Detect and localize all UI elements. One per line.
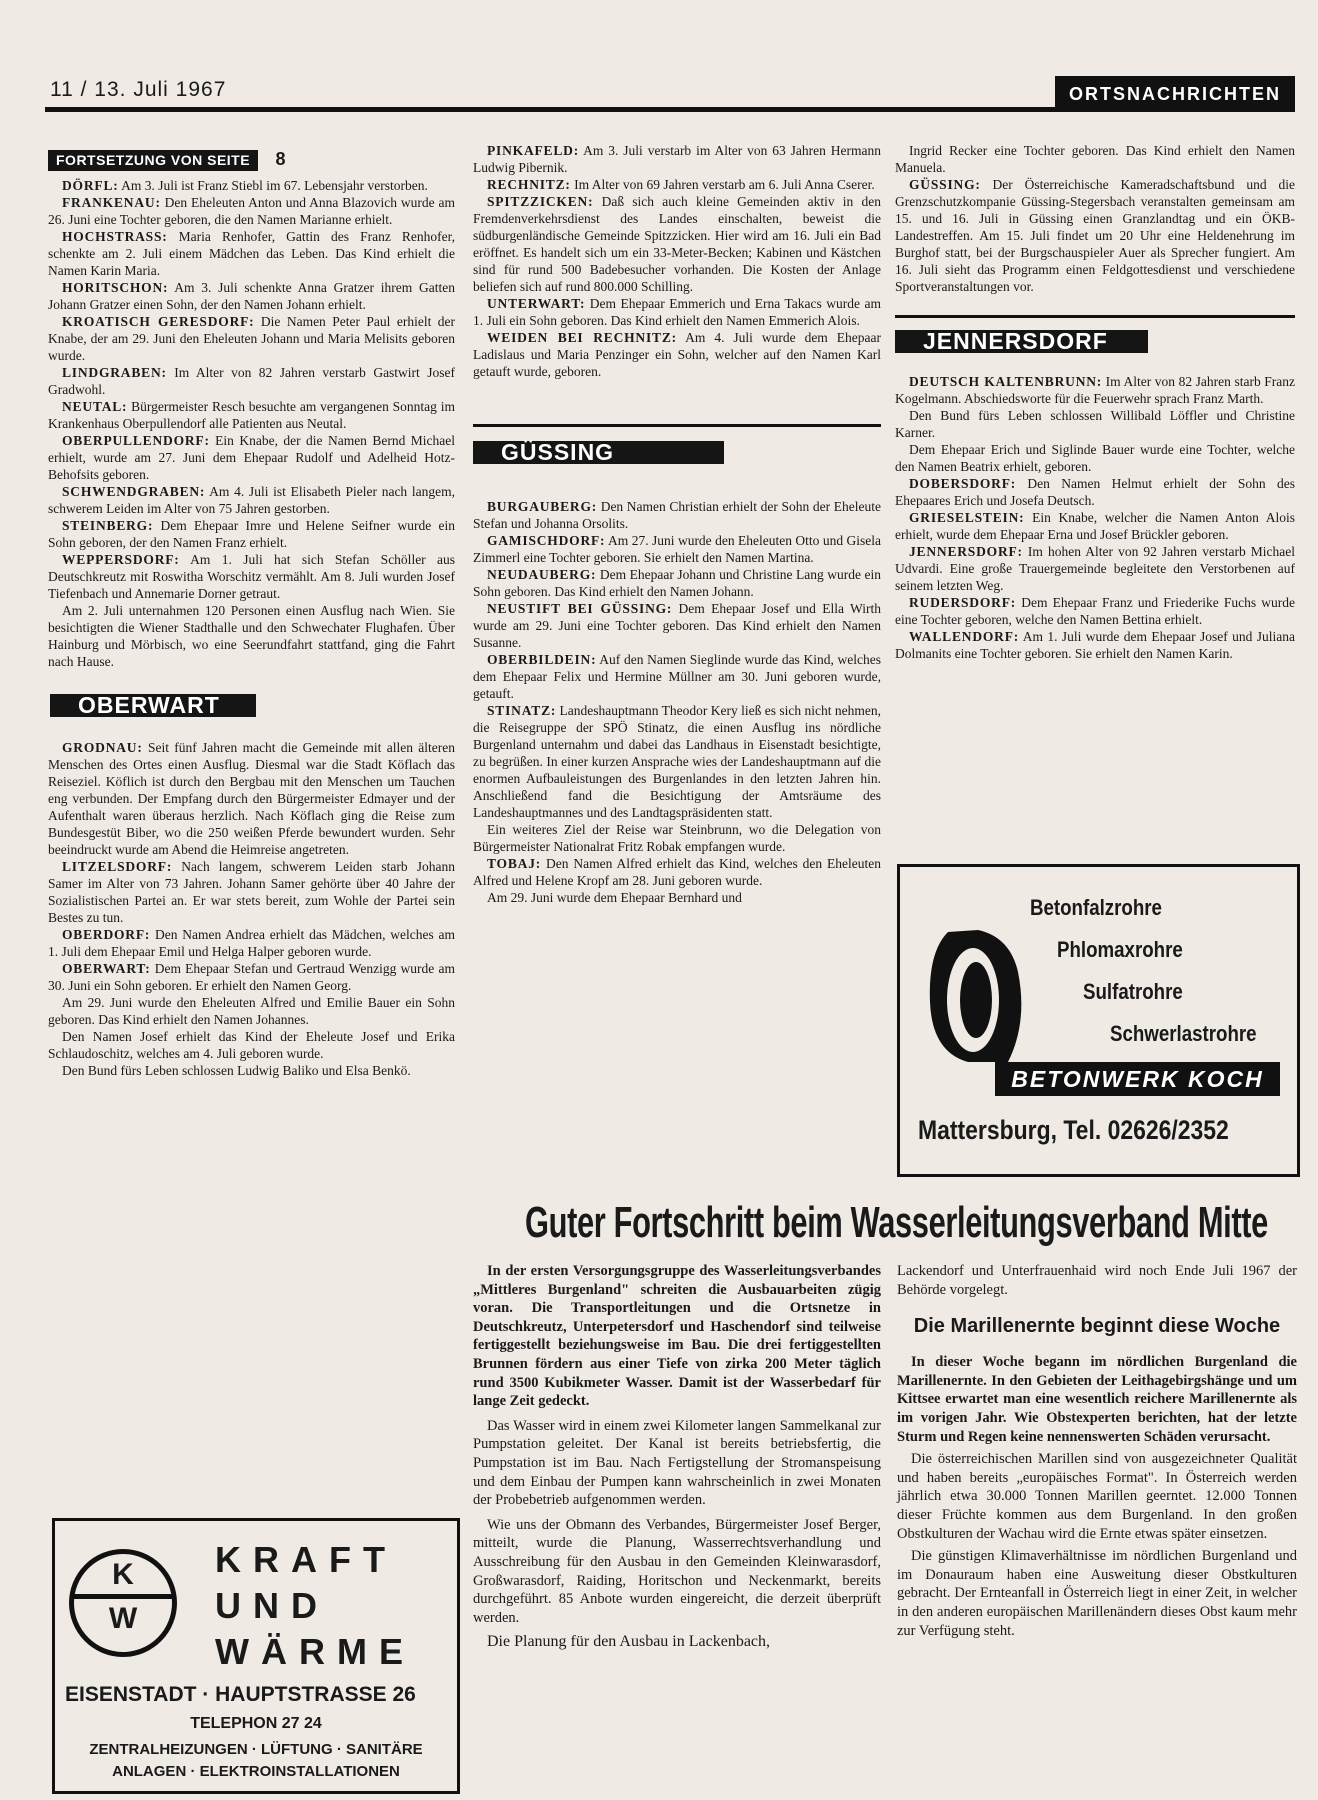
- news-item-place: SCHWENDGRABEN:: [62, 484, 206, 499]
- news-item: [473, 193, 881, 295]
- ad-line-1: Betonfalzrohre: [1030, 895, 1162, 920]
- news-item: [473, 889, 881, 906]
- news-item-text: Am 4. Juli ist Elisabeth Pieler nach langem, schwerem Leiden im Alter von 75 Jahren gestorben.: [48, 484, 455, 516]
- news-item: [473, 176, 881, 193]
- ad-line-3: Sulfatrohre: [1083, 979, 1183, 1004]
- ad-address: EISENSTADT · HAUPTSTRASSE 26: [65, 1683, 416, 1706]
- section-jennersdorf: [895, 315, 1295, 353]
- news-item-text: Am 3. Juli verstarb im Alter von 63 Jahren Hermann Ludwig Pibernik.: [473, 143, 881, 175]
- ad-word-waerme: WÄRME: [215, 1631, 415, 1672]
- ad-contact: Mattersburg, Tel. 02626/2352: [918, 1115, 1229, 1145]
- ad-line-4: Schwerlastrohre: [1110, 1021, 1257, 1046]
- news-list-guessing: [473, 498, 881, 906]
- news-item-place: STEINBERG:: [62, 518, 154, 533]
- ad-services-1: ZENTRALHEIZUNGEN · LÜFTUNG · SANITÄRE: [89, 1741, 423, 1758]
- news-item-text: Ein weiteres Ziel der Reise war Steinbrunn, wo die Delegation von Bürgermeister Nationalrat Fritz Robak empfangen wurde.: [473, 822, 881, 854]
- news-item: [473, 566, 881, 600]
- section-title-guessing: GÜSSING: [473, 441, 724, 464]
- news-item: [895, 509, 1295, 543]
- news-item-place: NEUDAUBERG:: [487, 567, 597, 582]
- news-item-place: GÜSSING:: [909, 177, 981, 192]
- news-item: [895, 475, 1295, 509]
- news-item-text: Landeshauptmann Theodor Kery ließ es sich nicht nehmen, die Reisegruppe der SPÖ Stinatz, die einen Ausflug ins nördliche Burgenland unternahm und dabei das Landhaus in Eisenstadt besichtigte, zu begrüßen. In einer kurzen Ansprache wies der Landeshauptmann auf die enormen Aufbauleistungen des Burgenlandes in den letzten Jahren hin. Anschließend fand die Besichtigung der Amtsräume des Landeshauptmannes und des Landtagspräsidenten statt.: [473, 703, 881, 820]
- news-item-place: DÖRFL:: [62, 178, 119, 193]
- news-item-text: Am 2. Juli unternahmen 120 Personen einen Ausflug nach Wien. Sie besichtigten die Wiener Stadthalle und den Schwechater Flughafen. Über Hainburg und Mörbisch, wo eine Seerundfahrt stattfand, ging die Fahrt nach Hause.: [48, 603, 455, 669]
- news-item-text: Im Alter von 82 Jahren starb Franz Kogelmann. Abschiedsworte für die Feuerwehr sprach Franz Marth.: [895, 374, 1295, 406]
- continued-banner: [48, 150, 455, 171]
- news-item-text: Den Eheleuten Anton und Anna Blazovich wurde am 26. Juni eine Tochter geboren, die den Namen Marianne erhielt.: [48, 195, 455, 227]
- news-item: [473, 295, 881, 329]
- news-item: [473, 329, 881, 380]
- ad-services-2: ANLAGEN · ELEKTROINSTALLATIONEN: [112, 1763, 400, 1780]
- news-item: [473, 532, 881, 566]
- news-item: [48, 228, 455, 279]
- news-item-text: Daß sich auch kleine Gemeinden aktiv in den Fremdenverkehrsdienst des Landes einschalten, beweist die südburgenländische Gemeinde Spitzzicken. Hier wird am 16. Juli ein Bad eröffnet. Es handelt sich um ein 33-Meter-Becken; Kabinen und Kästchen sind für rund 500 Badebesucher vorhanden. Die Kosten der Anlage beliefen sich auf rund 800.000 Schilling.: [473, 194, 881, 294]
- news-item-place: DOBERSDORF:: [909, 476, 1017, 491]
- news-item-text: Am 4. Juli wurde dem Ehepaar Ladislaus und Maria Penzinger ein Sohn, welcher auf den Namen Karl getauft wurde, geboren.: [473, 330, 881, 379]
- news-item-place: RECHNITZ:: [487, 177, 571, 192]
- news-item-text: Den Namen Christian erhielt der Sohn der Eheleute Stefan und Johanna Orsolits.: [473, 499, 881, 531]
- article-paragraph: Das Wasser wird in einem zwei Kilometer langen Sammelkanal zur Pumpstation geleitet. Der Kanal ist bereits betriebsfertig, die Pumpstation ist im Bau. Nach Fertigstellung der Stromanspeisung und dem Einbau der Pumpen kann wahrscheinlich in zwei Monaten der Probebetrieb aufgenommen werden.: [473, 1417, 881, 1509]
- news-item-text: Den Bund fürs Leben schlossen Ludwig Baliko und Elsa Benkö.: [62, 1063, 411, 1078]
- news-item-text: Seit fünf Jahren macht die Gemeinde mit allen älteren Menschen des Ortes einen Ausflug. Diesmal war die Stadt Köflach das Reiseziel. Köflich ist durch den Bergbau mit den Menschen um Tauchen eng verbunden. Der Empfang durch den Bürgermeister Edmayer und der Aufenthalt waren überaus herzlich. Nach Köflach ging die Reise zum Bundesgestüt Biber, wo die 250 weißen Pferde bewundert wurden. Sehr beeindruckt wurde am Abend die Heimreise angetreten.: [48, 740, 455, 857]
- news-item: [48, 398, 455, 432]
- news-item-text: Den Namen Andrea erhielt das Mädchen, welches am 1. Juli dem Ehepaar Emil und Helga Halper geboren wurde.: [48, 927, 455, 959]
- section-guessing: [473, 424, 881, 464]
- news-item: [48, 739, 455, 858]
- news-item-text: Am 1. Juli hat sich Stefan Schöller aus Deutschkreutz mit Roswitha Worschitz vermählt. Am 8. Juli wurden Josef Tiefenbach und Annemarie Dorner getraut.: [48, 552, 455, 601]
- news-list-jennersdorf: [895, 373, 1295, 662]
- pipe-icon: [918, 922, 1038, 1072]
- news-item-text: Dem Ehepaar Josef und Ella Wirth wurde am 29. Juni eine Tochter geboren. Das Kind erhielt den Namen Susanne.: [473, 601, 881, 650]
- news-item: [895, 373, 1295, 407]
- news-item: [48, 432, 455, 483]
- news-item-place: BURGAUBERG:: [487, 499, 598, 514]
- news-item-text: Am 27. Juni wurde den Eheleuten Otto und Gisela Zimmerl eine Tochter geboren. Sie erhielt den Namen Martina.: [473, 533, 881, 565]
- news-list-top: [895, 142, 1295, 295]
- news-item-text: Dem Ehepaar Franz und Friederike Fuchs wurde eine Tochter geboren, welche den Namen Bettina erhielt.: [895, 595, 1295, 627]
- news-item: [473, 821, 881, 855]
- ad-brand: BETONWERK KOCH: [995, 1062, 1280, 1096]
- article-column-1: [473, 1262, 881, 1652]
- news-item-place: GRODNAU:: [62, 740, 143, 755]
- section-label: ORTSNACHRICHTEN: [1055, 76, 1295, 112]
- news-item-text: Bürgermeister Resch besuchte am vergangenen Sonntag im Krankenhaus Oberpullendorf alle Patienten aus Neutal.: [48, 399, 455, 431]
- news-item-text: Auf den Namen Sieglinde wurde das Kind, welches dem Ehepaar Felix und Hermine Müllner am 30. Juni geboren wurde, getauft.: [473, 652, 881, 701]
- news-item-text: Den Namen Helmut erhielt der Sohn des Ehepaares Erich und Josefa Deutsch.: [895, 476, 1295, 508]
- subarticle-paragraph: Die günstigen Klimaverhältnisse im nördlichen Burgenland und im Donauraum haben eine Ausweitung dieser Obstkulturen gebracht. Der Ernteanfall in Österreich liegt in einer Zeit, in welcher in den anderen europäischen Marillenändern dieses Obst kaum mehr zur Verfügung steht.: [897, 1548, 1297, 1639]
- news-item-text: Dem Ehepaar Imre und Helene Seifner wurde ein Sohn geboren, der den Namen Franz erhielt.: [48, 518, 455, 550]
- news-item-place: TOBAJ:: [487, 856, 542, 871]
- subarticle-paragraph: Die österreichischen Marillen sind von ausgezeichneter Qualität und haben bereits „europäisches Format". In Österreich werden jährlich etwa 30.000 Tonnen Marillen geerntet. 12.000 Tonnen dieser Früchte kommen aus dem Burgenland. In den großen Obstkulturen der Wachau wird die Ernte etwas später einsetzen.: [897, 1451, 1297, 1542]
- news-item-place: LITZELSDORF:: [62, 859, 173, 874]
- page-date-header: 11 / 13. Juli 1967: [50, 78, 227, 101]
- news-item-place: JENNERSDORF:: [909, 544, 1023, 559]
- news-item: [48, 1062, 455, 1079]
- news-item: [48, 483, 455, 517]
- news-item-text: Ein Knabe, welcher die Namen Anton Alois erhielt, wurde dem Ehepaar Erna und Josef Brückler geboren.: [895, 510, 1295, 542]
- news-item: [48, 364, 455, 398]
- news-item: [895, 176, 1295, 295]
- news-item-place: RUDERSDORF:: [909, 595, 1017, 610]
- news-item-text: Nach langem, schwerem Leiden starb Johann Samer im Alter von 73 Jahren. Johann Samer gehörte über 40 Jahre der Sozialistischen Partei an. Er war stets bereit, zum Wohle der Partei sein Bestes zu tun.: [48, 859, 455, 925]
- news-item: [895, 407, 1295, 441]
- article-paragraph: Lackendorf und Unterfrauenhaid wird noch Ende Juli 1967 der Behörde vorgelegt.: [897, 1263, 1297, 1298]
- article-lead: In der ersten Versorgungsgruppe des Wasserleitungsverbandes „Mittleres Burgenland" schreiten die Ausbauarbeiten zügig voran. Die Transportleitungen und die Ortsnetze in Deutschkreutz, Unterpetersdorf und Haschendorf sind teilweise fertiggestellt beziehungsweise im Bau. Die drei fertiggestellten Brunnen fördern aus einer Tiefe von zirka 200 Meter täglich rund 3500 Kubikmeter Wasser. Damit ist der Wasserbedarf für lange Zeit gedeckt.: [473, 1263, 881, 1410]
- news-item: [48, 926, 455, 960]
- news-item: [473, 855, 881, 889]
- article-paragraph: Die Planung für den Ausbau in Lackenbach,: [487, 1633, 771, 1651]
- news-item-place: WALLENDORF:: [909, 629, 1020, 644]
- section-title-jennersdorf: JENNERSDORF: [895, 330, 1148, 353]
- ad-phone: TELEPHON 27 24: [190, 1715, 322, 1732]
- news-item: [473, 142, 881, 176]
- news-item-text: Im Alter von 82 Jahren verstarb Gastwirt Josef Gradwohl.: [48, 365, 455, 397]
- header-rule: [45, 107, 1060, 112]
- news-item-place: OBERWART:: [62, 961, 151, 976]
- section-title-oberwart: OBERWART: [50, 694, 256, 717]
- continued-label: FORTSETZUNG VON SEITE: [48, 150, 258, 171]
- news-item: [48, 177, 455, 194]
- column-3: [895, 142, 1295, 662]
- ad-line-2: Phlomaxrohre: [1057, 937, 1183, 962]
- news-item-text: Dem Ehepaar Stefan und Gertraud Wenzigg wurde am 30. Juni ein Sohn geboren. Er erhielt den Namen Georg.: [48, 961, 455, 993]
- news-item: [473, 498, 881, 532]
- news-list-oberwart: [48, 739, 455, 1079]
- news-item-text: Maria Renhofer, Gattin des Franz Renhofer, schenkte am 2. Juli einem Mädchen das Leben. Das Kind erhielt die Namen Karin Maria.: [48, 229, 455, 278]
- column-2: [473, 142, 881, 906]
- news-item-text: Die Namen Peter Paul erhielt der Knabe, der am 29. Juni den Eheleuten Johann und Maria Melisits geboren wurde.: [48, 314, 456, 363]
- news-item-place: KROATISCH GERESDORF:: [62, 314, 255, 329]
- kw-logo-w: W: [108, 1602, 138, 1635]
- news-item-place: DEUTSCH KALTENBRUNN:: [909, 374, 1103, 389]
- news-item: [48, 313, 455, 364]
- news-item: [473, 702, 881, 821]
- news-item: [48, 1028, 455, 1062]
- news-item-text: Ingrid Recker eine Tochter geboren. Das Kind erhielt den Namen Manuela.: [895, 143, 1295, 175]
- news-item-text: Ein Knabe, der die Namen Bernd Michael erhielt, wurde am 27. Juni dem Ehepaar Rudolf und Adelheid Hotz-Behofsits geboren.: [48, 433, 455, 482]
- news-item-text: Den Namen Alfred erhielt das Kind, welches den Eheleuten Alfred und Helene Kropf am 28. Juni geboren wurde.: [473, 856, 881, 888]
- continued-page: 8: [275, 149, 286, 169]
- news-item-text: Dem Ehepaar Emmerich und Erna Takacs wurde am 1. Juli ein Sohn geboren. Das Kind erhielt den Namen Emmerich Alois.: [473, 296, 881, 328]
- news-item-text: Am 29. Juni wurde den Eheleuten Alfred und Emilie Bauer ein Sohn geboren. Das Kind erhielt den Namen Johannes.: [48, 995, 455, 1027]
- subarticle-lead: In dieser Woche begann im nördlichen Burgenland die Marillenernte. In den Gebieten der Leithagebirgshänge und um Kittsee erwartet man eine wesentlich reichere Marillenernte als im vorigen Jahr. Wie Obstexperten berichten, hat der letzte Sturm und Regen keine nennenswerten Schäden verursacht.: [897, 1354, 1297, 1445]
- news-item: [48, 994, 455, 1028]
- news-item: [895, 142, 1295, 176]
- news-item-place: HOCHSTRASS:: [62, 229, 168, 244]
- news-item-place: FRANKENAU:: [62, 195, 161, 210]
- news-item-text: Am 1. Juli wurde dem Ehepaar Josef und Juliana Dolmanits eine Tochter geboren. Sie erhielt den Namen Karin.: [895, 629, 1295, 661]
- news-item-text: Am 29. Juni wurde dem Ehepaar Bernhard und: [487, 890, 742, 905]
- news-item: [48, 279, 455, 313]
- news-item-place: SPITZZICKEN:: [487, 194, 594, 209]
- news-item: [895, 628, 1295, 662]
- kw-logo: [69, 1549, 177, 1657]
- news-item-place: NEUTAL:: [62, 399, 128, 414]
- news-item: [48, 551, 455, 602]
- news-list-top: [473, 142, 881, 380]
- news-item: [48, 194, 455, 228]
- column-1: [48, 150, 455, 1079]
- news-item-text: Im hohen Alter von 92 Jahren verstarb Michael Udvardi. Eine große Trauergemeinde begleitete den Verstorbenen auf seinem letzten Weg.: [895, 544, 1295, 593]
- article-headline: Guter Fortschritt beim Wasserleitungsverband Mitte: [525, 1198, 1268, 1247]
- news-item-place: OBERBILDEIN:: [487, 652, 597, 667]
- kw-logo-k: K: [112, 1558, 134, 1591]
- news-item-place: LINDGRABEN:: [62, 365, 167, 380]
- news-item-text: Am 3. Juli ist Franz Stiebl im 67. Lebensjahr verstorben.: [118, 178, 428, 193]
- news-item: [473, 600, 881, 651]
- news-item-place: GRIESELSTEIN:: [909, 510, 1025, 525]
- news-item: [895, 543, 1295, 594]
- news-item-place: PINKAFELD:: [487, 143, 579, 158]
- news-item: [895, 441, 1295, 475]
- news-item-text: Dem Ehepaar Erich und Siglinde Bauer wurde eine Tochter, welche den Namen Beatrix erhielt, geboren.: [895, 442, 1295, 474]
- article-column-2: [897, 1262, 1297, 1640]
- news-item-place: GAMISCHDORF:: [487, 533, 606, 548]
- news-item: [895, 594, 1295, 628]
- news-item-place: OBERDORF:: [62, 927, 151, 942]
- news-item-place: HORITSCHON:: [62, 280, 169, 295]
- news-item: [48, 517, 455, 551]
- section-oberwart: [50, 694, 455, 717]
- news-item-place: WEIDEN BEI RECHNITZ:: [487, 330, 677, 345]
- news-item: [48, 858, 455, 926]
- news-item-text: Der Österreichische Kameradschaftsbund und die Grenzschutzkompanie Güssing-Stegersbach veranstalten gemeinsam am 15. und 16. Juli in Güssing einen Granzlandtag und ein ÖKB-Landestreffen. Am 15. Juli findet um 20 Uhr eine Heldenehrung im Burghof statt, bei der Burgschauspieler Auer als Sprecher fungiert. Am 16. Juli sieht das Programm einen Feldgottesdienst und verschiedene Sportveranstaltungen vor.: [895, 177, 1295, 294]
- news-item-place: STINATZ:: [487, 703, 557, 718]
- news-item: [48, 960, 455, 994]
- news-item-place: UNTERWART:: [487, 296, 586, 311]
- article-paragraph: Wie uns der Obmann des Verbandes, Bürgermeister Josef Berger, mitteilt, wurde die Planung, Wasserrechtsverhandlung und Ausschreibung für den Ausbau in den Gemeinden Kleinwarasdorf, Großwarasdorf, Raiding, Horitschon und Neckenmarkt, bereits durchgeführt. 85 Anbote wurden eingereicht, die derzeit überprüft werden.: [473, 1516, 881, 1626]
- news-item-place: OBERPULLENDORF:: [62, 433, 210, 448]
- ad-word-kraft: KRAFT: [215, 1539, 397, 1580]
- ad-kraft-und-waerme: [52, 1518, 460, 1794]
- news-item-place: WEPPERSDORF:: [62, 552, 180, 567]
- news-item-place: NEUSTIFT BEI GÜSSING:: [487, 601, 673, 616]
- news-item-text: Dem Ehepaar Johann und Christine Lang wurde ein Sohn geboren. Das Kind erhielt den Namen Johann.: [473, 567, 881, 599]
- news-item-text: Den Namen Josef erhielt das Kind der Eheleute Josef und Erika Schlaudoschitz, welches am 4. Juli geboren wurde.: [48, 1029, 455, 1061]
- news-item: [48, 602, 455, 670]
- subarticle-headline: Die Marillenernte beginnt diese Woche: [913, 1315, 1281, 1338]
- ad-word-und: UND: [215, 1585, 329, 1626]
- news-item-text: Den Bund fürs Leben schlossen Willibald Löffler und Christine Karner.: [895, 408, 1295, 440]
- ad-betonwerk-koch: [897, 864, 1300, 1177]
- news-item: [473, 651, 881, 702]
- news-list-top: [48, 177, 455, 670]
- news-item-text: Am 3. Juli schenkte Anna Gratzer ihrem Gatten Johann Gratzer einen Sohn, der den Namen Johann erhielt.: [48, 280, 455, 312]
- news-item-text: Im Alter von 69 Jahren verstarb am 6. Juli Anna Cserer.: [570, 177, 875, 192]
